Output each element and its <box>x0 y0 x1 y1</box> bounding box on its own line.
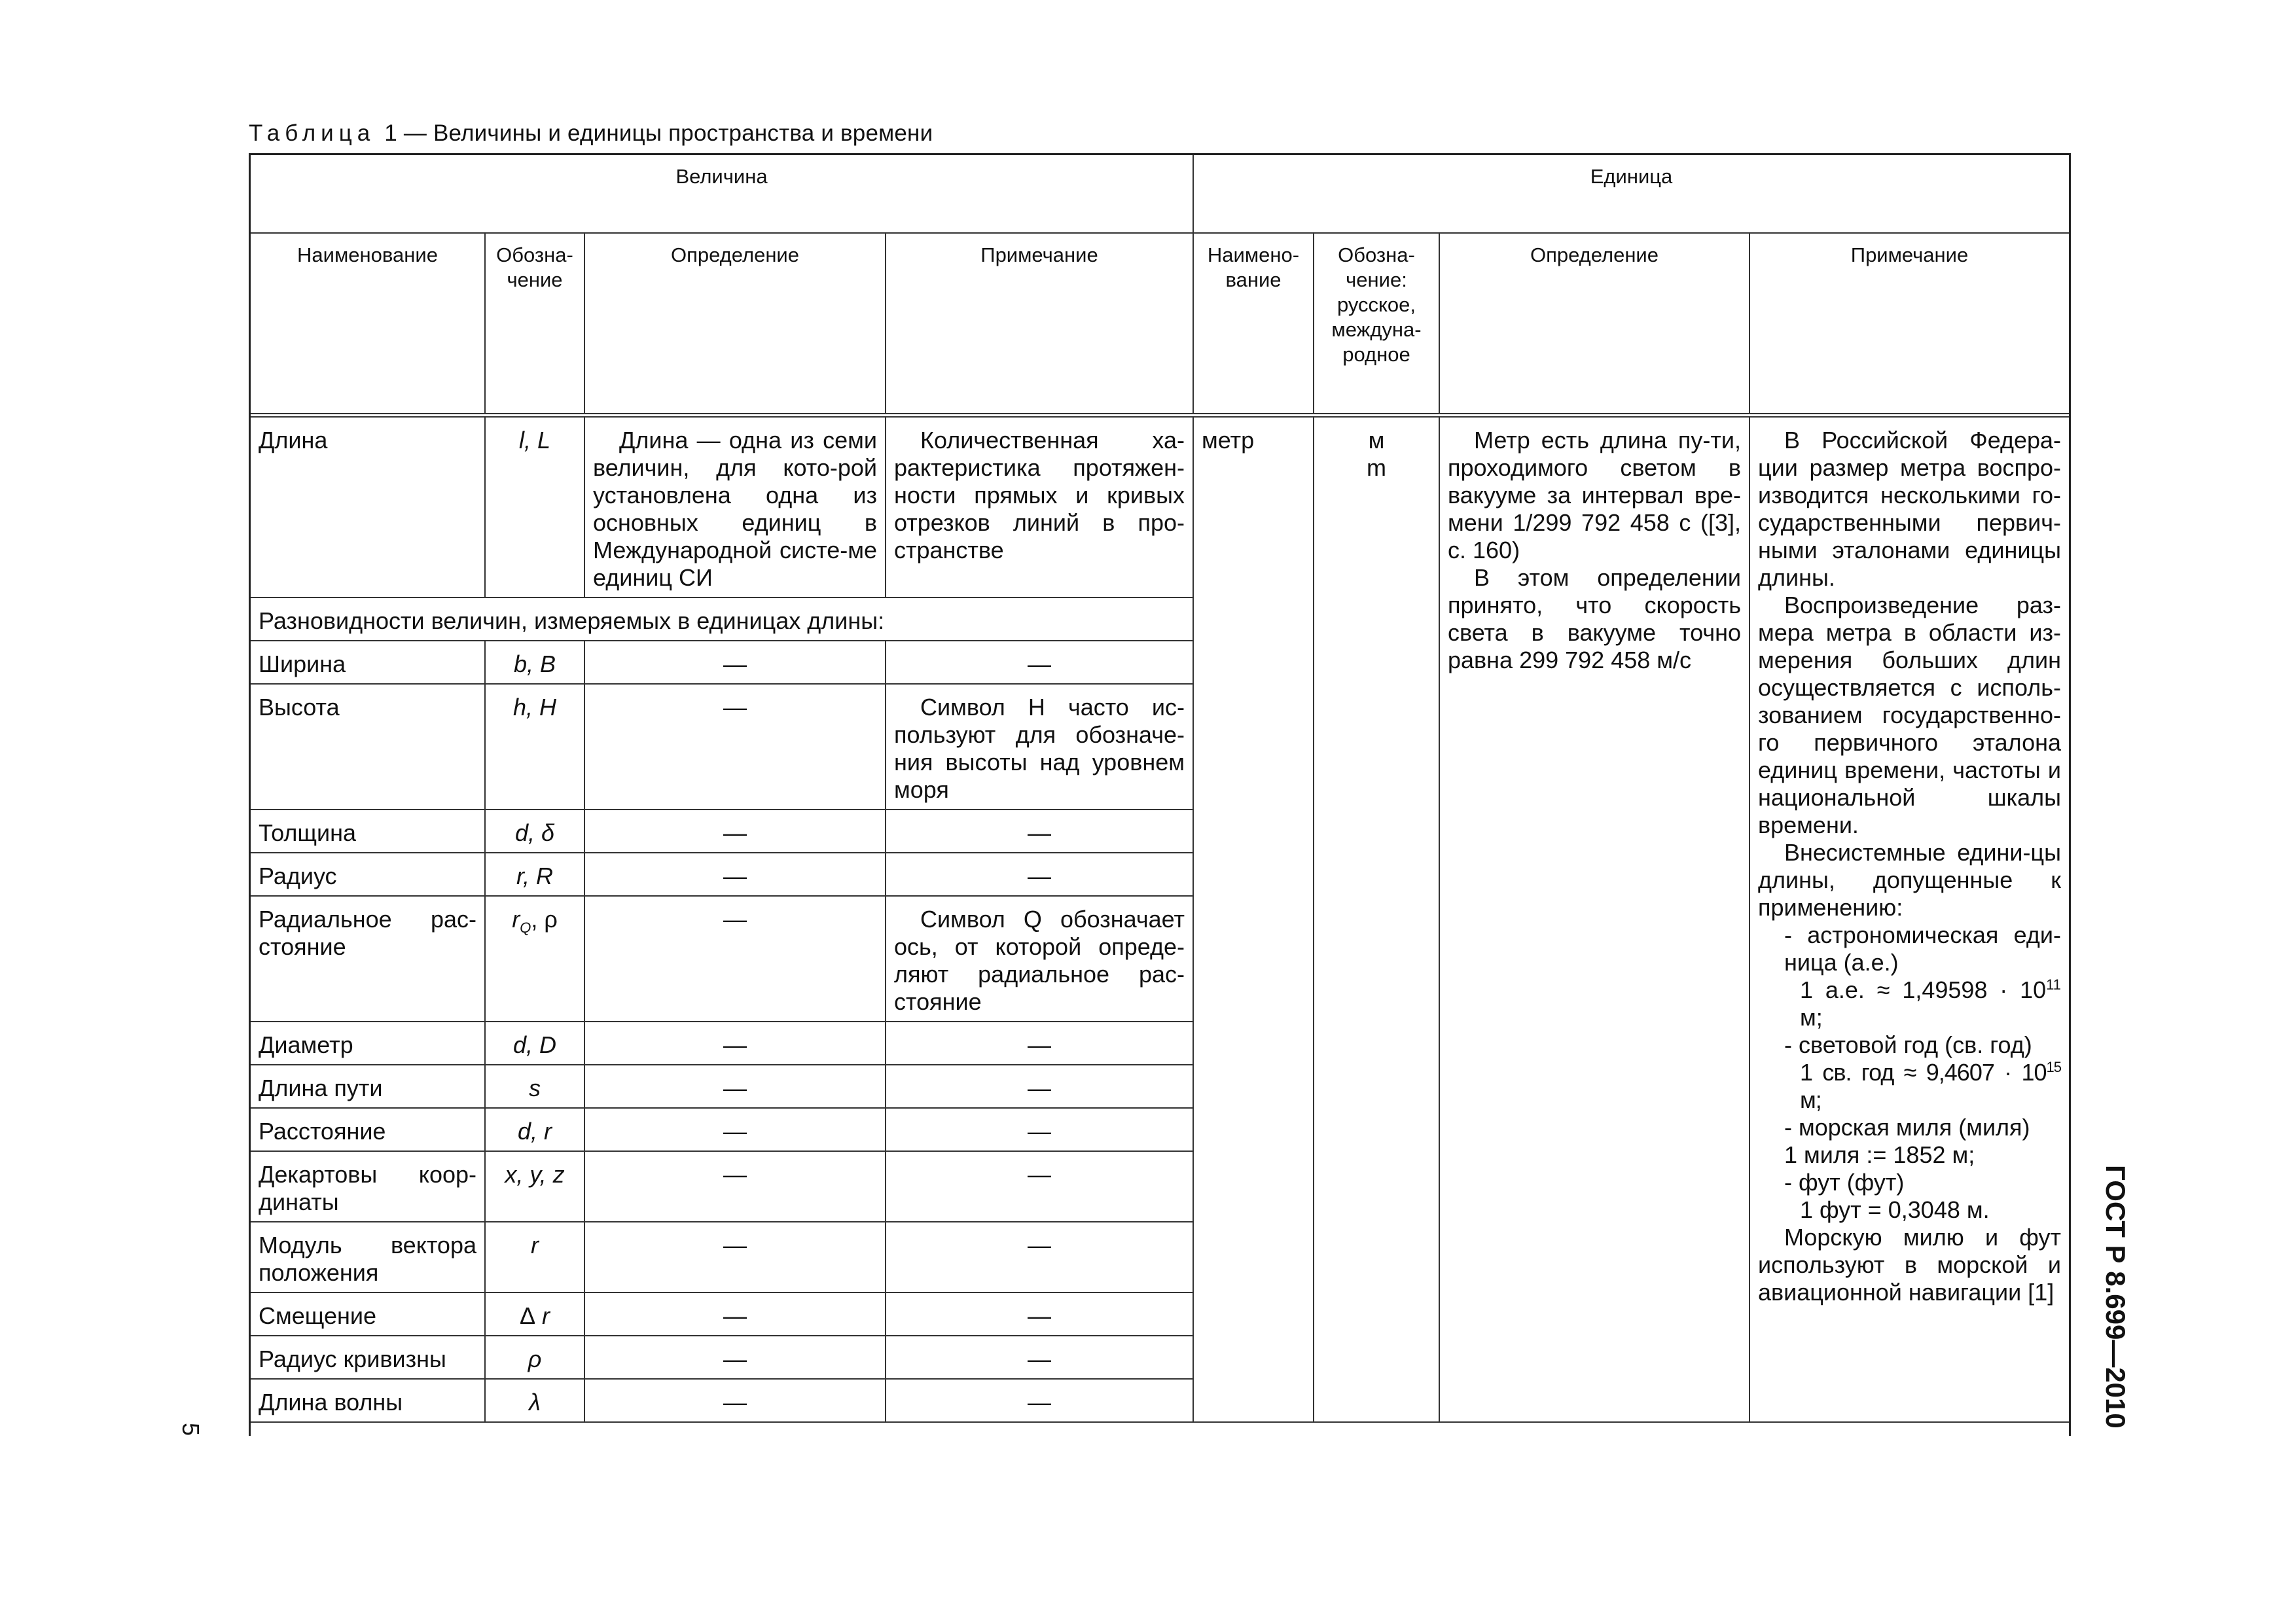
cell-length-note <box>886 416 1193 598</box>
cell-symbol: d, D <box>485 1022 584 1065</box>
cell-unit-definition <box>1439 416 1749 1423</box>
name-text: Модуль вектора положения <box>259 1232 476 1286</box>
unit-note-p3: Внесистемные едини-цы длины, допущенные к применению: <box>1758 839 2062 921</box>
header-unit-symbol: Обозна-чение: русское, междуна-родное <box>1314 233 1439 416</box>
cell-name: Толщина <box>251 810 485 853</box>
cell-definition: — <box>584 684 886 810</box>
cell-definition: — <box>584 1222 886 1293</box>
cell-definition: — <box>584 1336 886 1379</box>
cell-symbol: s <box>485 1065 584 1108</box>
cell-note: — <box>886 1022 1193 1065</box>
cell-definition: — <box>584 1379 886 1422</box>
symbol-main: r <box>542 1302 550 1329</box>
unit-note-p1: В Российской Федера-ции размер метра воспро-изводится несколькими го-сударственными первич-ными эталонами единицы длины. <box>1758 427 2062 591</box>
unit-definition-p1: Метр есть длина пу-ти, проходимого светом в вакууме за интервал вре-мени 1/299 792 458 с ([3], с. 160) <box>1448 427 1741 563</box>
header-quantity-name: Наименование <box>251 233 485 416</box>
cell-note <box>886 684 1193 810</box>
cell-symbol: r, R <box>485 853 584 896</box>
au-formula-left: 1 а.е. ≈ 1,49598 · 10 <box>1800 976 2047 1003</box>
unit-symbol-ru: м <box>1368 427 1385 454</box>
unit-note-ly-formula <box>1758 1059 2061 1114</box>
cell-note: — <box>886 1108 1193 1151</box>
cell-symbol: b, B <box>485 641 584 684</box>
unit-definition-p2: В этом определении принято, что скорость света в вакууме точно равна 299 792 458 м/с <box>1448 564 1741 673</box>
cell-name <box>251 1151 485 1222</box>
cell-symbol: d, r <box>485 1108 584 1151</box>
symbol-sub: Q <box>520 919 531 936</box>
cell-length-symbol: l, L <box>485 416 584 598</box>
cell-name: Ширина <box>251 641 485 684</box>
cell-definition: — <box>584 853 886 896</box>
header-row-groups <box>251 155 2069 233</box>
unit-note-au-formula <box>1758 976 2061 1031</box>
unit-note-nm-formula: 1 миля := 1852 м; <box>1784 1141 1975 1168</box>
cell-unit-symbol <box>1314 416 1439 1423</box>
cell-length-name: Длина <box>251 416 485 598</box>
header-quantity-note: Примечание <box>886 233 1193 416</box>
length-definition-text: Длина — одна из семи величин, для кото-рой установлена одна из основных единиц в Международной систе-ме единиц СИ <box>593 427 877 591</box>
au-formula-unit: м; <box>1800 1004 1823 1031</box>
cell-name: Длина волны <box>251 1379 485 1422</box>
units-table <box>251 155 2069 1423</box>
cell-name: Диаметр <box>251 1022 485 1065</box>
au-formula-exp: 11 <box>2046 976 2062 993</box>
unit-note-p4: Морскую милю и фут используют в морской и авиационной навигации [1] <box>1758 1224 2062 1306</box>
cell-name <box>251 896 485 1022</box>
cell-name: Расстояние <box>251 1108 485 1151</box>
table-row-length <box>251 416 2069 598</box>
cell-definition: — <box>584 1293 886 1336</box>
cell-note: — <box>886 1151 1193 1222</box>
cell-name: Радиус кривизны <box>251 1336 485 1379</box>
cell-note: — <box>886 1336 1193 1379</box>
header-unit-group: Единица <box>1193 155 2069 233</box>
cell-symbol: λ <box>485 1379 584 1422</box>
cell-unit-note <box>1749 416 2069 1423</box>
header-quantity-definition: Определение <box>584 233 886 416</box>
cell-symbol: r <box>485 1222 584 1293</box>
cell-definition: — <box>584 1108 886 1151</box>
header-unit-name: Наимено-вание <box>1193 233 1314 416</box>
length-note-text: Количественная ха-рактеристика протяжен-ности прямых и кривых отрезков линий в про-странстве <box>894 427 1185 563</box>
cell-symbol: x, y, z <box>485 1151 584 1222</box>
ly-formula-unit: м; <box>1800 1086 1821 1113</box>
cell-note: — <box>886 1065 1193 1108</box>
table-caption-title: — Величины и единицы пространства и времени <box>403 120 933 146</box>
cell-name: Смещение <box>251 1293 485 1336</box>
units-table-frame <box>249 153 2071 1436</box>
cell-definition: — <box>584 810 886 853</box>
table-caption <box>249 120 933 147</box>
cell-symbol: ρ <box>485 1336 584 1379</box>
symbol-delta: Δ <box>519 1302 536 1329</box>
unit-symbol-int: m <box>1367 454 1386 481</box>
cell-name: Длина пути <box>251 1065 485 1108</box>
cell-definition: — <box>584 1065 886 1108</box>
header-unit-definition: Определение <box>1439 233 1749 416</box>
unit-note-au-label: - астрономическая еди-ница (а.е.) <box>1784 921 2062 976</box>
ly-formula-exp: 15 <box>2046 1059 2062 1075</box>
cell-length-definition <box>584 416 886 598</box>
cell-note: — <box>886 853 1193 896</box>
cell-definition: — <box>584 641 886 684</box>
cell-symbol: d, δ <box>485 810 584 853</box>
unit-note-ft-label: - фут (фут) <box>1784 1169 1905 1196</box>
note-text: Символ Q обозначает ось, от которой опреде-ляют радиальное рас-стояние <box>894 906 1185 1015</box>
cell-symbol <box>485 1293 584 1336</box>
page-number: 5 <box>177 1423 204 1436</box>
name-text: Декартовы коор-динаты <box>259 1161 476 1215</box>
cell-name: Высота <box>251 684 485 810</box>
note-text: Символ H часто ис-пользуют для обозначе-ния высоты над уровнем моря <box>894 694 1185 803</box>
cell-varieties-title: Разновидности величин, измеряемых в единицах длины: <box>251 597 1193 641</box>
cell-definition: — <box>584 1022 886 1065</box>
symbol-tail: , ρ <box>531 906 558 933</box>
cell-symbol: h, H <box>485 684 584 810</box>
cell-note: — <box>886 810 1193 853</box>
cell-name: Радиус <box>251 853 485 896</box>
cell-note: — <box>886 1293 1193 1336</box>
cell-note: — <box>886 1379 1193 1422</box>
cell-note: — <box>886 641 1193 684</box>
cell-unit-name: метр <box>1193 416 1314 1423</box>
unit-note-p2: Воспроизведение раз-мера метра в области из-мерения больших длин осуществляется с исполь-зованием государственно-го первичного эталона единиц времени, частоты и национальной шкалы времени. <box>1758 592 2062 838</box>
header-unit-note: Примечание <box>1749 233 2069 416</box>
unit-note-nm-label: - морская миля (миля) <box>1784 1114 2030 1141</box>
symbol-main: r <box>512 906 520 933</box>
cell-name <box>251 1222 485 1293</box>
cell-note <box>886 896 1193 1022</box>
table-caption-number: 1 <box>384 120 397 146</box>
cell-symbol <box>485 896 584 1022</box>
ly-formula-left: 1 св. год ≈ 9,4607 · 10 <box>1800 1059 2047 1086</box>
table-caption-prefix: Таблица <box>249 120 376 146</box>
header-quantity-symbol: Обозна-чение <box>485 233 584 416</box>
header-quantity-group: Величина <box>251 155 1193 233</box>
unit-note-ly-label: - световой год (св. год) <box>1784 1031 2032 1058</box>
header-row-columns <box>251 233 2069 416</box>
cell-definition: — <box>584 896 886 1022</box>
document-code: ГОСТ Р 8.699—2010 <box>2100 1165 2131 1429</box>
unit-note-ft-formula: 1 фут = 0,3048 м. <box>1800 1196 1990 1223</box>
cell-note: — <box>886 1222 1193 1293</box>
cell-definition: — <box>584 1151 886 1222</box>
name-text: Радиальное рас-стояние <box>259 906 476 960</box>
